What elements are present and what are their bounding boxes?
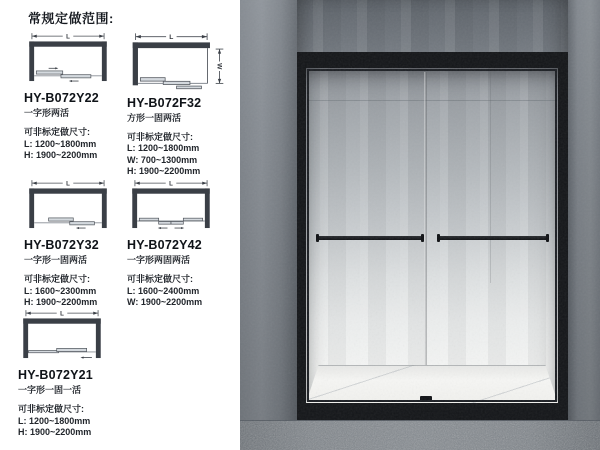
- custom-size-title: 可非标定做尺寸:: [127, 274, 193, 285]
- model-type-label: 一字形一固一活: [18, 385, 82, 396]
- dim-label-l: L: [169, 34, 174, 42]
- model-number: HY-B072Y22: [24, 91, 99, 106]
- model-number: HY-B072Y21: [18, 368, 93, 383]
- dim-label-l: L: [169, 180, 173, 188]
- model-number: HY-B072F32: [127, 95, 202, 110]
- floor-speckle-texture: [240, 421, 600, 450]
- towel-bar-left: [317, 236, 423, 240]
- product-photo: [240, 0, 600, 450]
- spec-card-hy-b072y22: [24, 30, 112, 162]
- custom-size-block: [24, 127, 112, 162]
- dimension-length: [136, 33, 208, 41]
- custom-size-title: 可非标定做尺寸:: [18, 404, 84, 415]
- dimension-length: [32, 180, 104, 187]
- custom-size-title: 可非标定做尺寸:: [24, 274, 90, 285]
- dimension-width: [216, 49, 224, 83]
- towel-bar-right: [438, 236, 548, 240]
- model-type-label: 方形一固两活: [127, 112, 182, 123]
- panel-guide-clip: [420, 396, 432, 402]
- tile-seam-vertical: [490, 72, 491, 283]
- dim-line: W: 700~1300mm: [127, 154, 198, 165]
- concrete-wall-left: [240, 0, 297, 421]
- custom-size-block: [127, 274, 215, 309]
- custom-size-block: [127, 132, 230, 178]
- dim-line: L: 1600~2300mm: [24, 285, 97, 296]
- model-type-label: 一字形两活: [24, 108, 70, 119]
- tile-seam-horizontal: [309, 100, 555, 101]
- dim-line: L: 1200~1800mm: [24, 138, 97, 149]
- bar-end-cap: [316, 234, 319, 242]
- dim-line: W: 1900~2200mm: [127, 297, 203, 308]
- concrete-wall-right: [568, 0, 600, 421]
- dimension-length: [135, 180, 207, 187]
- diagram-two-fixed-two-sliding: [127, 177, 215, 235]
- custom-size-title: 可非标定做尺寸:: [127, 131, 193, 142]
- spec-panel: [0, 0, 240, 450]
- model-type-label: 一字形两固两活: [127, 255, 191, 266]
- spec-card-hy-b072y42: [127, 177, 215, 309]
- model-number: HY-B072Y42: [127, 238, 202, 253]
- spec-card-hy-b072y32: [24, 177, 112, 309]
- diagram-one-fixed-one-sliding: [18, 307, 106, 365]
- bathroom-floor: [240, 420, 600, 450]
- shower-tray: [306, 365, 558, 403]
- diagram-square-one-fixed-two-sliding: [127, 30, 230, 93]
- dimension-length: [32, 33, 104, 40]
- glass-panel-seam: [424, 72, 427, 399]
- dim-label-l: L: [60, 310, 64, 318]
- dim-label-w: W: [215, 63, 223, 70]
- custom-size-title: 可非标定做尺寸:: [24, 127, 90, 138]
- dim-line: L: 1600~2400mm: [127, 285, 200, 296]
- custom-size-block: [18, 404, 106, 439]
- model-type-label: 一字形一固两活: [24, 255, 88, 266]
- bar-end-cap: [421, 234, 424, 242]
- spec-card-hy-b072f32: [127, 30, 230, 178]
- dimension-length: [26, 310, 98, 317]
- custom-size-block: [24, 274, 112, 309]
- dim-line: H: 1900~2200mm: [127, 166, 201, 177]
- dim-label-l: L: [66, 33, 70, 41]
- dim-line: H: 1900~2200mm: [24, 297, 98, 308]
- model-number: HY-B072Y32: [24, 238, 99, 253]
- bar-end-cap: [437, 234, 440, 242]
- diagram-one-fixed-two-sliding: [24, 177, 112, 235]
- diagram-two-sliding-doors: [24, 30, 112, 88]
- section-title: 常规定做范围:: [28, 11, 114, 26]
- dim-line: H: 1900~2200mm: [24, 150, 98, 161]
- dim-line: L: 1200~1800mm: [18, 415, 91, 426]
- spec-card-hy-b072y21: [18, 307, 106, 439]
- dim-line: H: 1900~2200mm: [18, 427, 92, 438]
- bar-end-cap: [546, 234, 549, 242]
- dim-label-l: L: [66, 180, 70, 188]
- dim-line: L: 1200~1800mm: [127, 143, 200, 154]
